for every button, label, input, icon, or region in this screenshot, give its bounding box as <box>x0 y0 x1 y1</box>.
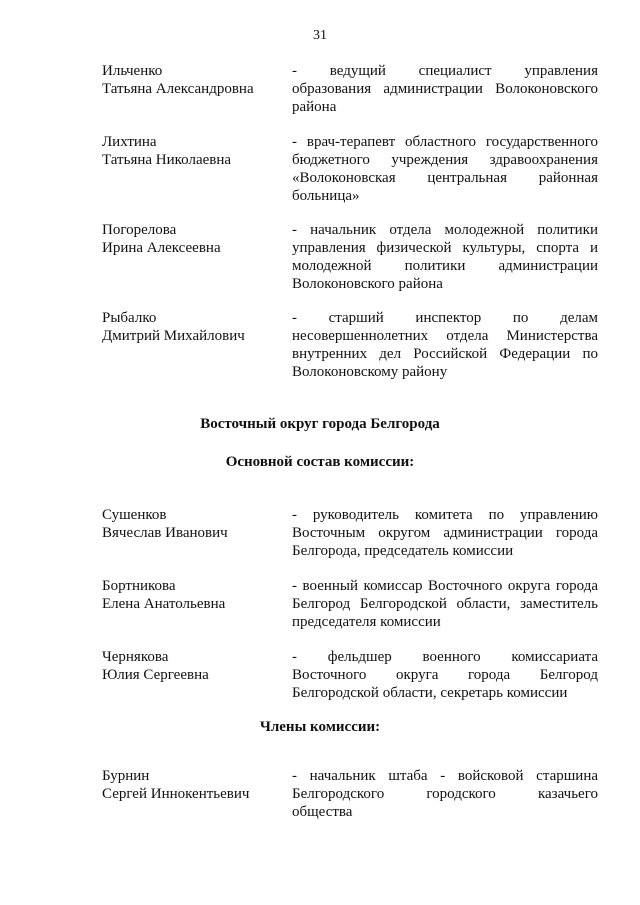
surname: Рыбалко <box>102 310 157 326</box>
position-line: больница» <box>292 188 360 204</box>
surname: Ильченко <box>102 63 163 79</box>
position-line: общества <box>292 804 353 820</box>
person-name <box>102 577 282 613</box>
position-line: Волоконовского района <box>292 276 443 292</box>
position-line: образования администрации Волоконовского <box>292 81 598 97</box>
person-position <box>292 62 598 116</box>
position-line: района <box>292 99 337 115</box>
position-line: Белгорода, председатель комиссии <box>292 543 514 559</box>
position-line: внутренних дел Российской Федерации по <box>292 346 598 362</box>
person-position <box>292 133 598 205</box>
person-name <box>102 309 282 345</box>
position-line: - ведущий специалист управления <box>292 63 598 79</box>
surname: Бурнин <box>102 768 150 784</box>
given-names: Вячеслав Иванович <box>102 525 228 541</box>
position-line: несовершеннолетних отдела Министерства <box>292 328 598 344</box>
person-name <box>102 221 282 257</box>
position-line: - фельдшер военного комиссариата <box>292 649 598 665</box>
given-names: Ирина Алексеевна <box>102 240 221 256</box>
position-line: «Волоконовская центральная районная <box>292 170 598 186</box>
position-line: Восточного округа города Белгород <box>292 667 598 683</box>
position-line: - военный комиссар Восточного округа города <box>292 578 598 594</box>
surname: Лихтина <box>102 134 157 150</box>
person-position <box>292 506 598 560</box>
position-line: бюджетного учреждения здравоохранения <box>292 152 598 168</box>
person-position <box>292 309 598 381</box>
position-line: управления физической культуры, спорта и <box>292 240 598 256</box>
position-line: Волоконовскому району <box>292 364 448 380</box>
position-line: Восточным округом администрации города <box>292 525 598 541</box>
position-line: председателя комиссии <box>292 614 441 630</box>
person-position <box>292 767 598 821</box>
given-names: Юлия Сергеевна <box>102 667 209 683</box>
position-line: - начальник штаба - войсковой старшина <box>292 768 598 784</box>
position-line: - руководитель комитета по управлению <box>292 507 598 523</box>
section-title: Восточный округ города Белгорода <box>200 416 440 432</box>
person-name <box>102 506 282 542</box>
person-name <box>102 62 282 98</box>
position-line: Белгородского городского казачьего <box>292 786 598 802</box>
position-line: Белгород Белгородской области, заместитель <box>292 596 598 612</box>
surname: Сушенков <box>102 507 167 523</box>
position-line: - начальник отдела молодежной политики <box>292 222 598 238</box>
person-name <box>102 133 282 169</box>
person-name <box>102 648 282 684</box>
person-position <box>292 648 598 702</box>
person-position <box>292 577 598 631</box>
main-composition-heading: Основной состав комиссии: <box>225 454 415 470</box>
given-names: Татьяна Александровна <box>102 81 254 97</box>
person-position <box>292 221 598 293</box>
page-number: 31 <box>313 28 327 43</box>
members-heading: Члены комиссии: <box>259 719 381 735</box>
position-line: молодежной политики администрации <box>292 258 598 274</box>
surname: Погорелова <box>102 222 177 238</box>
given-names: Татьяна Николаевна <box>102 152 232 168</box>
position-line: - старший инспектор по делам <box>292 310 598 326</box>
given-names: Елена Анатольевна <box>102 596 226 612</box>
surname: Чернякова <box>102 649 169 665</box>
given-names: Сергей Иннокентьевич <box>102 786 250 802</box>
surname: Бортникова <box>102 578 176 594</box>
position-line: Белгородской области, секретарь комиссии <box>292 685 568 701</box>
given-names: Дмитрий Михайлович <box>102 328 245 344</box>
position-line: - врач-терапевт областного государственного <box>292 134 598 150</box>
person-name <box>102 767 282 803</box>
